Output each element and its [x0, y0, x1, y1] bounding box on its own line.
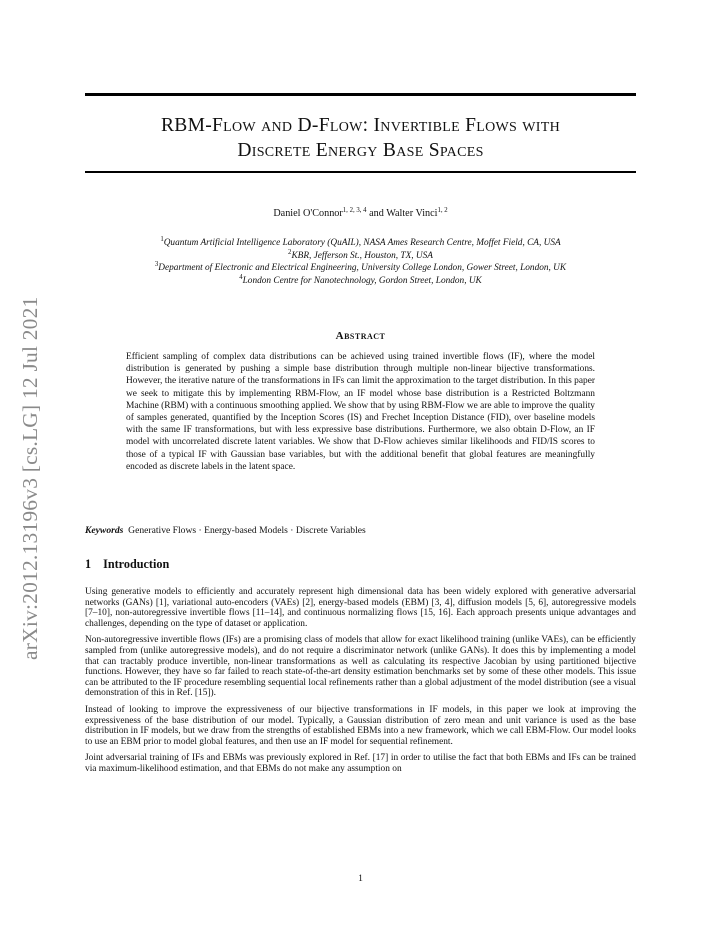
page-number: 1 [358, 873, 363, 884]
keywords-items: Generative Flows · Energy-based Models · Discrete Variables [128, 525, 366, 536]
body-paragraph: Instead of looking to improve the expressiveness of our bijective transformations in IF models, in this paper we look at improving the expressiveness of the base distribution of our model. Typically, a Gaussian distribution of zero mean and unit variance is used as the base distribution in IF models, but we draw from the strengths of established EBMs into a new framework, which we call EBM-Flow. Our model looks to use an EBM prior to model global features, and then use an IF model for sequential refinement. [85, 704, 636, 747]
affiliation-mark: 2 [288, 248, 292, 256]
introduction-body [85, 587, 636, 781]
title-top-rule [85, 93, 636, 96]
affiliation-item [60, 237, 661, 250]
affiliation-text: Quantum Artificial Intelligence Laboratory (QuAIL), NASA Ames Research Centre, Moffet Field, CA, USA [163, 238, 561, 248]
affiliation-text: London Centre for Nanotechnology, Gordon Street, London, UK [242, 275, 482, 286]
author-joiner: and [366, 208, 387, 219]
body-paragraph: Non-autoregressive invertible flows (IFs) are a promising class of models that allow for exact likelihood training (unlike VAEs), can be efficiently sampled from (unlike autoregressive models), and do not require a discriminator network (unlike GANs). It does this by implementing a model that can tractably produce invertible, non-linear transformations as well as calculating its respective Jacobian by using partitioned bijective functions. However, they have so far failed to reach state-of-the-art density estimation benchmarks set by some of these other models. This issue can be attributed to the IF procedure resembling sequential local refinements rather than a global adjustment of the model distribution (see a visual demonstration of this in Ref. [15]). [85, 635, 636, 699]
affiliation-text: KBR, Jefferson St., Houston, TX, USA [291, 250, 433, 261]
affiliation-list [60, 237, 661, 287]
affiliation-item [60, 250, 661, 263]
section-heading [85, 557, 636, 572]
paper-title-line-1: RBM-Flow and D-Flow: Invertible Flows with [160, 115, 561, 136]
author-name: Walter Vinci [386, 208, 438, 219]
author-affiliation-marks: 1, 2 [437, 207, 448, 214]
body-paragraph: Joint adversarial training of IFs and EBMs was previously explored in Ref. [17] in order to utilise the fact that both EBMs and IFs can be trained via maximum-likelihood estimation, and that EBMs do not make any assumption on [85, 753, 636, 774]
abstract-body: Efficient sampling of complex data distributions can be achieved using trained invertible flows (IF), where the model distribution is generated by pushing a simple base distribution through multiple non-linear bijective transformations. However, the iterative nature of the transformations in IFs can limit the approximation to the target distribution. In this paper we seek to mitigate this by implementing RBM-Flow, an IF model whose base distribution is a Restricted Boltzmann Machine (RBM) with a continuous smoothing applied. We show that by using RBM-Flow we are able to improve the quality of samples generated, quantified by the Inception Scores (IS) and Frechet Inception Distance (FID), over baseline models with the same IF transformations, but with less expressive base distributions. Furthermore, we also obtain D-Flow, an IF model with uncorrelated discrete latent variables. We show that D-Flow achieves similar likelihoods and FID/IS scores to those of a typical IF with Gaussian base variables, but with the additional benefit that global features are meaningfully encoded as discrete labels in the latent space. [126, 352, 595, 472]
arxiv-identifier-stamp: arXiv:2012.13196v3 [cs.LG] 12 Jul 2021 [17, 296, 42, 660]
keywords-label: Keywords [85, 525, 124, 536]
keywords-line [85, 525, 636, 536]
paper-title-line-2: Discrete Energy Base Spaces [237, 140, 484, 161]
section-title: Introduction [103, 557, 170, 571]
author-affiliation-marks: 1, 2, 3, 4 [342, 207, 367, 214]
author-name: Daniel O'Connor [273, 208, 343, 219]
body-paragraph: Using generative models to efficiently and accurately represent high dimensional data has been widely explored with generative adversarial networks (GANs) [1], variational auto-encoders (VAEs) [2], energy-based models (EBM) [3, 4], diffusion models [5, 6], autoregressive models [7–10], non-autoregressive invertible flows [11–14], and continuous normalizing flows [15, 16]. Each approach presents unique advantages and challenges, depending on the type of dataset or application. [85, 587, 636, 629]
title-bottom-rule [85, 171, 636, 173]
affiliation-text: Department of Electronic and Electrical Engineering, University College London, Gower Street, London, UK [158, 263, 567, 274]
affiliation-mark: 4 [239, 273, 243, 281]
author-list [85, 208, 636, 219]
affiliation-item [60, 262, 661, 275]
abstract-heading: Abstract [335, 330, 386, 342]
paper-title [85, 113, 636, 163]
affiliation-mark: 3 [154, 261, 159, 269]
affiliation-mark: 1 [160, 236, 164, 243]
section-number: 1 [85, 557, 92, 571]
affiliation-item [60, 275, 661, 288]
